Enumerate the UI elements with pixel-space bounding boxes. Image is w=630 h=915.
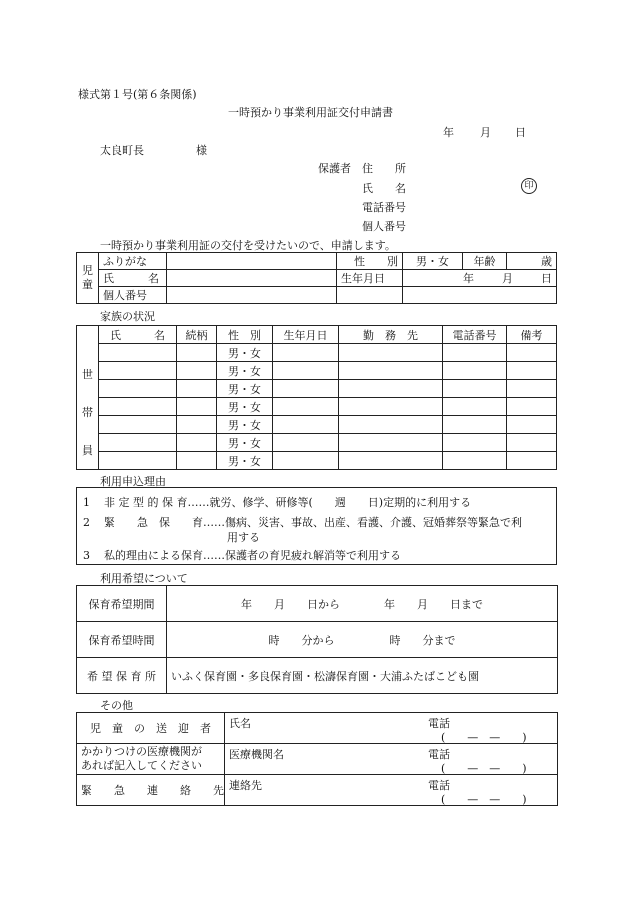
family-cell[interactable]: [443, 416, 507, 434]
clinic-phone-label: 電話: [428, 748, 450, 761]
child-table: [76, 252, 557, 304]
family-cell[interactable]: [507, 398, 557, 416]
table-row: [77, 362, 557, 380]
family-cell[interactable]: [177, 434, 217, 452]
emergency-label: 緊 急 連 絡 先: [77, 775, 225, 806]
family-cell[interactable]: [177, 380, 217, 398]
personal-number-label: 個人番号: [362, 220, 406, 233]
other-section-title: その他: [100, 699, 133, 712]
page-title: 一時預かり事業利用証交付申請書: [228, 106, 393, 119]
time-label: 保育希望時間: [77, 622, 167, 658]
address-label: 住 所: [362, 162, 406, 175]
reasons-section-title: 利用申込理由: [100, 475, 166, 488]
honorific: 様: [196, 144, 207, 157]
birth-year: 年: [463, 272, 475, 285]
family-gender[interactable]: 男・女: [217, 362, 273, 380]
family-cell[interactable]: [99, 362, 177, 380]
furigana-label: ふりがな: [99, 253, 167, 270]
family-cell[interactable]: [273, 380, 339, 398]
family-header-work: 勤 務 先: [339, 326, 443, 344]
clinic-name-label: 医療機関名: [229, 748, 284, 761]
family-cell[interactable]: [443, 362, 507, 380]
child-personal-number-label: 個人番号: [99, 287, 167, 304]
form-number: 様式第１号(第６条関係): [78, 88, 197, 101]
family-side-label-1: 世: [82, 367, 93, 381]
date-year: 年: [443, 126, 454, 139]
family-cell[interactable]: [339, 380, 443, 398]
clinic-field[interactable]: [225, 744, 558, 775]
addressee: 太良町長: [100, 144, 144, 157]
family-cell[interactable]: [339, 362, 443, 380]
reason-2[interactable]: [83, 514, 522, 530]
family-cell[interactable]: [99, 344, 177, 362]
family-cell[interactable]: [99, 380, 177, 398]
family-gender[interactable]: 男・女: [217, 380, 273, 398]
family-cell[interactable]: [177, 344, 217, 362]
birth-day: 日: [541, 272, 552, 285]
family-cell[interactable]: [273, 344, 339, 362]
family-cell[interactable]: [339, 416, 443, 434]
clinic-label: [77, 744, 225, 775]
table-row: [77, 416, 557, 434]
phone-label: 電話番号: [362, 201, 406, 214]
family-cell[interactable]: [99, 452, 177, 470]
family-cell[interactable]: [443, 398, 507, 416]
escort-field[interactable]: [225, 713, 558, 744]
clinic-label-line1: かかりつけの医療機関が: [81, 745, 202, 758]
family-cell[interactable]: [507, 344, 557, 362]
seal-mark: 印: [521, 178, 537, 194]
reason-3-label: 私的理由による保育……保護者の育児疲れ解消等で利用する: [104, 549, 401, 562]
family-table: [76, 325, 557, 470]
family-section-title: 家族の状況: [100, 310, 155, 323]
reason-1-num: 1: [83, 496, 90, 509]
family-gender[interactable]: 男・女: [217, 416, 273, 434]
family-cell[interactable]: [99, 434, 177, 452]
table-row: [77, 344, 557, 362]
family-header-relation: 続柄: [177, 326, 217, 344]
family-cell[interactable]: [273, 398, 339, 416]
birth-label: 生年月日: [337, 270, 403, 287]
family-cell[interactable]: [177, 452, 217, 470]
table-row: [77, 380, 557, 398]
family-header-notes: 備考: [507, 326, 557, 344]
family-cell[interactable]: [177, 362, 217, 380]
gender-value[interactable]: 男・女: [403, 253, 463, 270]
family-cell[interactable]: [273, 416, 339, 434]
escort-phone-label: 電話: [428, 717, 450, 730]
reason-2-num: 2: [83, 516, 90, 529]
family-cell[interactable]: [273, 362, 339, 380]
time-field[interactable]: 時 分から 時 分まで: [167, 622, 558, 658]
family-cell[interactable]: [443, 380, 507, 398]
child-name-label: 氏 名: [99, 270, 167, 287]
emergency-contact-label: 連絡先: [229, 779, 262, 792]
family-cell[interactable]: [273, 434, 339, 452]
reason-3[interactable]: [83, 547, 401, 563]
wishes-table: [76, 585, 558, 694]
intro-text: 一時預かり事業利用証の交付を受けたいので、申請します。: [100, 239, 396, 252]
reason-1-label: 非 定 型 的 保 育……就労、修学、研修等( 週 日)定期的に利用する: [104, 496, 472, 509]
family-cell[interactable]: [339, 398, 443, 416]
escort-label: 児 童 の 送 迎 者: [77, 713, 225, 744]
nursery-label: 希 望 保 育 所: [77, 658, 167, 694]
child-name-field[interactable]: [167, 270, 337, 287]
period-label: 保育希望期間: [77, 586, 167, 622]
family-header-name: 氏 名: [99, 326, 177, 344]
table-row: [77, 434, 557, 452]
family-cell[interactable]: [99, 398, 177, 416]
family-cell[interactable]: [339, 452, 443, 470]
child-side-label: 児童: [77, 253, 99, 304]
nursery-field[interactable]: いふく保育園・多良保育園・松濤保育園・大浦ふたばこども園: [167, 658, 558, 694]
other-table: [76, 712, 558, 806]
family-gender[interactable]: 男・女: [217, 398, 273, 416]
family-gender[interactable]: 男・女: [217, 434, 273, 452]
child-personal-number-field[interactable]: [167, 287, 337, 304]
family-cell[interactable]: [339, 434, 443, 452]
family-cell[interactable]: [443, 344, 507, 362]
emergency-field[interactable]: [225, 775, 558, 806]
family-cell[interactable]: [507, 452, 557, 470]
wishes-section-title: 利用希望について: [100, 572, 188, 585]
family-cell[interactable]: [507, 434, 557, 452]
reasons-box: [76, 487, 557, 565]
age-unit[interactable]: 歳: [507, 253, 557, 270]
emergency-phone-label: 電話: [428, 779, 450, 792]
guardian-label: 保護者: [318, 162, 351, 175]
family-gender[interactable]: 男・女: [217, 344, 273, 362]
family-cell[interactable]: [443, 452, 507, 470]
emergency-phone-format: ( — — ): [441, 793, 527, 806]
family-cell[interactable]: [273, 452, 339, 470]
clinic-phone-format: ( — — ): [441, 762, 527, 775]
period-field[interactable]: 年 月 日から 年 月 日まで: [167, 586, 558, 622]
family-header-phone: 電話番号: [443, 326, 507, 344]
furigana-field[interactable]: [167, 253, 337, 270]
family-side-label: [77, 326, 99, 470]
table-row: [77, 398, 557, 416]
family-header-gender: 性 別: [217, 326, 273, 344]
family-cell[interactable]: [177, 398, 217, 416]
date-month: 月: [480, 126, 491, 139]
reason-2-label-cont: 用する: [227, 531, 260, 544]
family-side-label-3: 員: [82, 443, 93, 457]
family-cell[interactable]: [507, 362, 557, 380]
escort-phone-format: ( — — ): [441, 731, 527, 744]
gender-label: 性 別: [337, 253, 403, 270]
table-row: [77, 452, 557, 470]
birth-field[interactable]: [403, 270, 557, 287]
reason-3-num: 3: [83, 549, 90, 562]
family-gender[interactable]: 男・女: [217, 452, 273, 470]
family-cell[interactable]: [339, 344, 443, 362]
reason-2-label: 緊 急 保 育……傷病、災害、事故、出産、看護、介護、冠婚葬祭等緊急で利: [104, 516, 522, 529]
family-cell[interactable]: [177, 416, 217, 434]
age-label: 年齢: [463, 253, 507, 270]
date-day: 日: [515, 126, 526, 139]
clinic-label-line2: あれば記入してください: [81, 759, 202, 772]
reason-1[interactable]: [83, 494, 471, 510]
family-header-birth: 生年月日: [273, 326, 339, 344]
child-personal-number-extra[interactable]: [337, 287, 403, 304]
guardian-name-label: 氏 名: [362, 182, 406, 195]
family-cell[interactable]: [507, 416, 557, 434]
escort-name-label: 氏名: [229, 717, 251, 730]
family-cell[interactable]: [443, 434, 507, 452]
family-side-label-2: 帯: [82, 405, 93, 419]
child-personal-number-rest[interactable]: [403, 287, 557, 304]
birth-month: 月: [502, 272, 514, 285]
family-cell[interactable]: [507, 380, 557, 398]
family-cell[interactable]: [99, 416, 177, 434]
